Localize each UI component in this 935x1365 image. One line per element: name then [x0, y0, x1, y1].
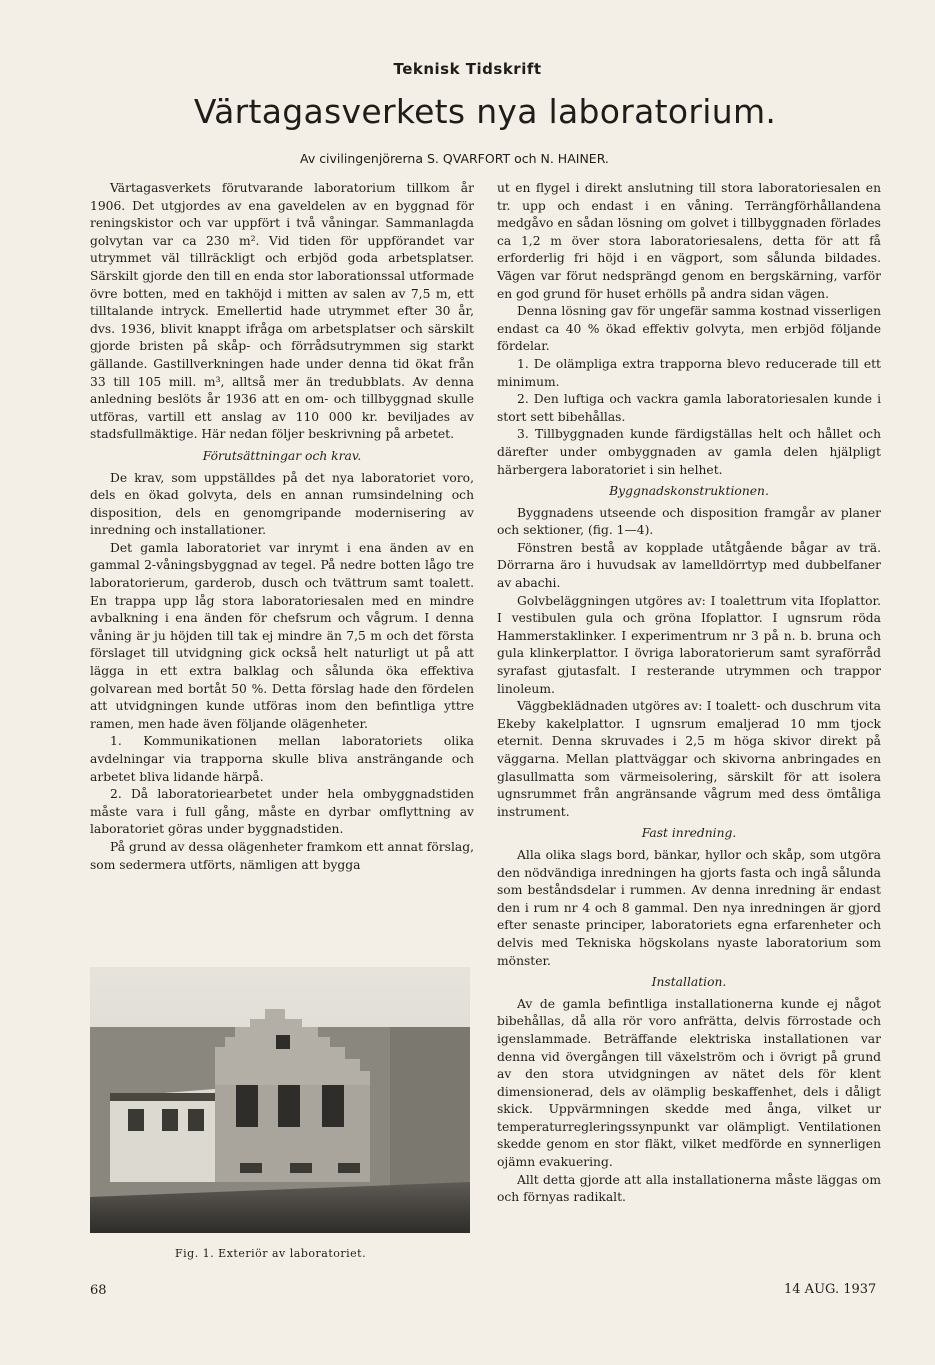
- section-heading: Förutsättningar och krav.: [202, 448, 362, 463]
- paragraph: 2. Då laboratoriearbetet under hela ombyggnadstiden måste vara i full gång, måste en dyrbar omflyttning av laboratoriet göras under byggnadstiden.: [90, 787, 474, 837]
- paragraph: 1. De olämpliga extra trapporna blevo reducerade till ett minimum.: [497, 356, 881, 389]
- paragraph: Denna lösning gav för ungefär samma kostnad visserligen endast ca 40 % ökad effektiv golvyta, men erbjöd följande fördelar.: [497, 304, 881, 354]
- paragraph: 3. Tillbyggnaden kunde färdigställas helt och hållet och därefter under ombyggnaden av gamla delen hjälpligt härbergera laboratoriet i sin helhet.: [497, 427, 881, 477]
- masthead: Teknisk Tidskrift: [393, 60, 542, 78]
- figure-building-photo: [90, 967, 470, 1233]
- figure-caption: Fig. 1. Exteriör av laboratoriet.: [175, 1247, 367, 1260]
- paragraph: Av de gamla befintliga installationerna kunde ej något bibehållas, då alla rör voro anfrätta, delvis förrostade och igenslammade. Beträffande elektriska installationen var denna vid övergången till växelström och i övrigt på grund av den stora utvidgningen av nätet dels för klent dimensionerad, dels av olämplig beskaffenhet, dels i dåligt skick. Uppvärmningen skedde med ånga, vilket ur temperaturregleringssynpunkt var olämpligt. Ventilationen skedde genom en stor fläkt, vilket medförde en synnerligen ojämn evakuering.: [497, 996, 881, 1170]
- paragraph: Värtagasverkets förutvarande laboratorium tillkom år 1906. Det utgjordes av ena gaveldelen av en byggnad för reningskistor och var uppfört i två våningar. Sammanlagda golvytan var ca 230 m². Vid tiden för uppförandet var utrymmet väl tillräckligt och erbjöd goda arbetsplatser. Särskilt gjorde den till en enda stor laborationssal utformade övre botten, med en takhöjd i mitten av salen av 7,5 m, ett tilltalande intryck. Emellertid hade utrymmet efter 30 år, dvs. 1936, blivit knappt ifråga om arbetsplatser och särskilt gjorde bristen på skåp- och förrådsutrymmen sig starkt gällande. Gastillverkningen hade under denna tid ökat från 33 till 105 mill. m³, alltså mer än tredubblats. Av denna anledning beslöts år 1936 att en om- och tillbyggnad skulle utföras, vartill ett anslag av 110 000 kr. beviljades av stadsfullmäktige. Här nedan följer beskrivning på arbetet.: [90, 181, 474, 442]
- paragraph: Alla olika slags bord, bänkar, hyllor och skåp, som utgöra den nödvändiga inredningen ha gjorts fasta och ingå sålunda som beståndsdelar i rummen. Av denna inredning är endast den i rum nr 4 och 8 gammal. Den nya inredningen är gjord efter senaste principer, laboratoriets egna erfarenheter och delvis med Tekniska högskolans nyaste laboratorium som mönster.: [497, 847, 881, 968]
- section-heading: Byggnadskonstruktionen.: [609, 484, 769, 499]
- byline: Av civilingenjörerna S. QVARFORT och N. HAINER.: [300, 151, 609, 166]
- issue-date: 14 AUG. 1937: [784, 1282, 877, 1297]
- right-column: [497, 180, 881, 1207]
- section-heading: Fast inredning.: [641, 826, 737, 841]
- paragraph: Allt detta gjorde att alla installationerna måste läggas om och förnyas radikalt.: [497, 1172, 881, 1205]
- paragraph: Väggbeklädnaden utgöres av: I toalett- och duschrum vita Ekeby kakelplattor. I ugnsrum emaljerad 10 mm tjock eternit. Denna skruvades i 2,5 m höga skivor direkt på väggarna. Mellan plattväggar och skivorna anbringades en glasullmatta som värmeisolering, särskilt för att isolera ugnsrummet från angränsande vågrum med dess ömtåliga instrument.: [497, 699, 881, 819]
- paragraph: Det gamla laboratoriet var inrymt i ena änden av en gammal 2-våningsbyggnad av tegel. På nedre botten lågo tre laboratorierum, garderob, dusch och tvättrum samt toalett. En trappa upp låg stora laboratoriesalen med en mindre avbalkning i ena änden för chefsrum och vågrum. I denna våning är ju höjden till tak ej mindre än 7,5 m och det första förslaget till utvidgning gick också helt naturligt ut på att lägga in ett extra balklag och sålunda öka effektiva golvarean med bortåt 50 %. Detta förslag hade den fördelen att utvidgningen kunde utföras inom den befintliga yttre ramen, men hade även följande olägenheter.: [90, 540, 474, 731]
- paragraph: Golvbeläggningen utgöres av: I toalettrum vita Ifoplattor. I vestibulen gula och gröna Ifoplattor. I ugnsrum röda Hammerstaklinker. I experimentrum nr 3 på n. b. bruna och gula klinkerplattor. I övriga laboratorierum samt syraförråd syrafast gjutasfalt. I resterande utrymmen och trappor linoleum.: [497, 593, 881, 696]
- paragraph: På grund av dessa olägenheter framkom ett annat förslag, som sedermera utförts, nämligen att bygga: [90, 839, 474, 872]
- paragraph: De krav, som uppställdes på det nya laboratoriet voro, dels en ökad golvyta, dels en annan rumsindelning och disposition, dels en genomgripande modernisering av inredning och installationer.: [90, 470, 474, 538]
- paragraph: Byggnadens utseende och disposition framgår av planer och sektioner, (fig. 1—4).: [497, 505, 881, 538]
- section-heading: Installation.: [651, 975, 727, 990]
- paragraph: 1. Kommunikationen mellan laboratoriets olika avdelningar via trapporna skulle bliva ansträngande och arbetet bliva lidande härpå.: [90, 734, 474, 784]
- paragraph: 2. Den luftiga och vackra gamla laboratoriesalen kunde i stort sett bibehållas.: [497, 392, 881, 424]
- article-title: Värtagasverkets nya laboratorium.: [193, 92, 777, 131]
- left-column: [90, 180, 474, 874]
- paragraph: ut en flygel i direkt anslutning till stora laboratoriesalen en tr. upp och endast i en våning. Terrängförhållandena medgåvo en sådan lösning om golvet i tillbyggnaden förlades ca 1,2 m över stora laboratoriesalens, detta för att få erforderlig fri höjd i en vägport, som sålunda bildades. Vägen var förut nedsprängd genom en bergskärning, varför en god grund för huset erhölls på andra sidan vägen.: [497, 181, 881, 301]
- page-number: 68: [90, 1283, 107, 1298]
- paragraph: Fönstren bestå av kopplade utåtgående bågar av trä. Dörrarna äro i huvudsak av lamelldörrtyp med dubbelfaner av abachi.: [497, 540, 881, 591]
- building-photo: [90, 967, 470, 1233]
